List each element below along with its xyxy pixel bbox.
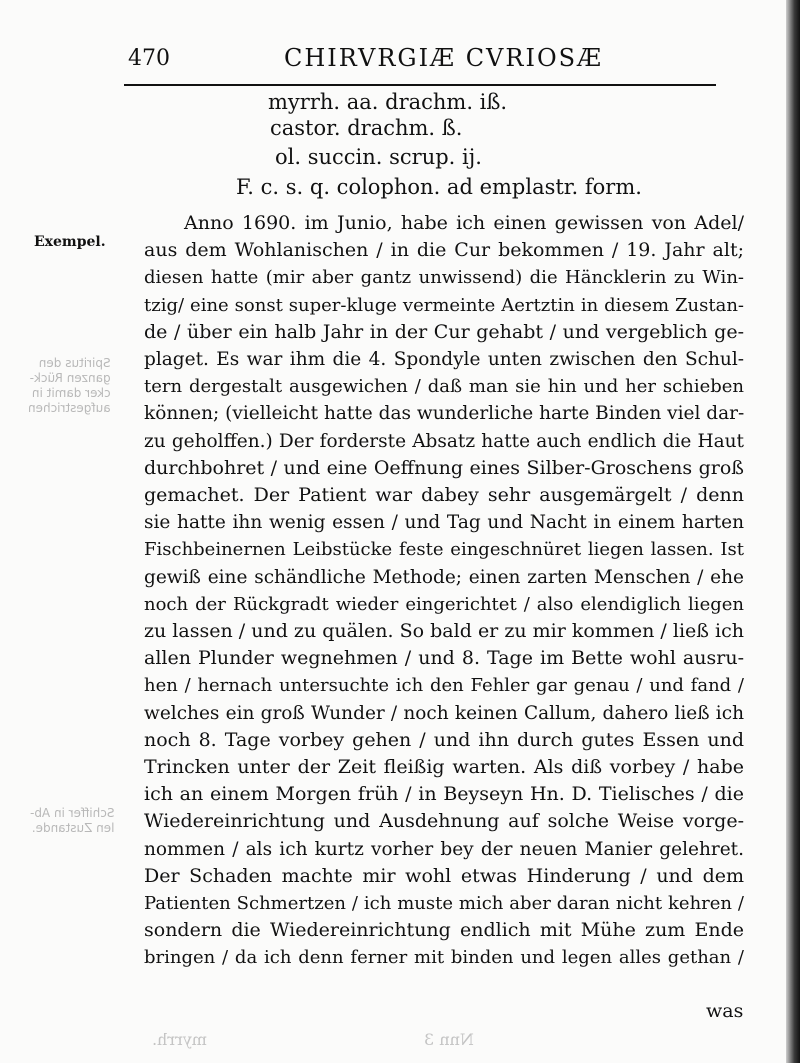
text-line: de / über ein halb Jahr in der Cur gehabt / und vergeblich ge- [144, 320, 744, 343]
text-line: noch der Rückgradt wieder eingerichtet / also elendiglich liegen [144, 593, 744, 615]
text-line: Der Schaden machte mir wohl etwas Hinderung / und dem [144, 864, 744, 887]
text-line: hen / hernach untersuchte ich den Fehler gar genau / und fand / [144, 675, 744, 697]
text-line: ich an einem Morgen früh / in Beyseyn Hn. D. Tielisches / die [144, 783, 744, 806]
text-line: Anno 1690. im Junio, habe ich einen gewissen von Adel/ [184, 212, 744, 234]
recipe-line: F. c. s. q. colophon. ad emplastr. form. [236, 175, 642, 199]
text-line: Patienten Schmertzen / ich muste mich aber daran nicht kehren / [144, 893, 744, 915]
text-line: gemachet. Der Patient war dabey sehr ausgemärgelt / denn [144, 484, 744, 507]
text-line: diesen hatte (mir aber gantz unwissend) die Häncklerin zu Win- [144, 267, 744, 289]
bleed-through-text: myrrh. [152, 1030, 207, 1049]
margin-note: Exempel. [34, 234, 106, 250]
text-line: sie hatte ihn wenig essen / und Tag und Nacht in einem harten [144, 512, 744, 534]
page-header [128, 44, 718, 74]
page-gutter-shadow [786, 0, 800, 1063]
text-line: gewiß eine schändliche Methode; einen zarten Menschen / ehe [144, 566, 744, 588]
text-line: sondern die Wiedereinrichtung endlich mit Mühe zum Ende [144, 919, 744, 942]
text-line: tern dergestalt ausgewichen / daß man sie hin und her schieben [144, 376, 744, 398]
text-line: bringen / da ich denn ferner mit binden und legen alles gethan / [144, 947, 744, 969]
text-line: Fischbeinernen Leibstücke feste eingeschnüret liegen lassen. Ist [144, 539, 744, 561]
page-number: 470 [128, 46, 170, 71]
text-line: können; (vielleicht hatte das wunderliche harte Binden viel dar- [144, 403, 744, 425]
text-line: nommen / als ich kurtz vorher bey der neuen Manier gelehret. [144, 838, 744, 860]
text-line: zu geholffen.) Der forderste Absatz hatte auch endlich die Haut [144, 430, 744, 452]
text-line: plaget. Es war ihm die 4. Spondyle unten zwischen den Schul- [144, 349, 744, 371]
text-line: welches ein groß Wunder / noch keinen Callum, dahero ließ ich [144, 702, 744, 724]
bleed-through-text: Spiritus den ganzen Rück- cker damit in aufgestrichen [28, 356, 111, 415]
bleed-through-text: Schiffer in Ab- len Zustande. [30, 806, 115, 835]
body-text [144, 210, 744, 972]
recipe-line: castor. drachm. ß. [270, 116, 463, 140]
text-line: noch 8. Tage vorbey gehen / und ihn durch gutes Essen und [144, 728, 744, 751]
header-rule [124, 84, 716, 86]
text-line: Wiedereinrichtung und Ausdehnung auf solche Weise vorge- [144, 810, 744, 833]
text-line: allen Plunder wegnehmen / und 8. Tage im Bette wohl ausru- [144, 647, 744, 670]
text-line: tzig/ eine sonst super-kluge vermeinte Aertztin in diesem Zustan- [144, 294, 744, 316]
text-line: zu lassen / und zu quälen. So bald er zu mir kommen / ließ ich [144, 620, 744, 643]
text-line: durchbohret / und eine Oeffnung eines Silber-Groschens groß [144, 456, 744, 479]
recipe-line: myrrh. aa. drachm. iß. [268, 90, 508, 114]
text-line: Trincken unter der Zeit fleißig warten. Als diß vorbey / habe [144, 756, 744, 779]
bleed-through-text: Nnn 3 [424, 1030, 474, 1049]
recipe-line: ol. succin. scrup. ij. [275, 145, 482, 169]
catchword: was [706, 1000, 744, 1022]
running-title: CHIRVRGIÆ CVRIOSÆ [284, 44, 604, 72]
text-line: aus dem Wohlanischen / in die Cur bekommen / 19. Jahr alt; [144, 239, 744, 262]
